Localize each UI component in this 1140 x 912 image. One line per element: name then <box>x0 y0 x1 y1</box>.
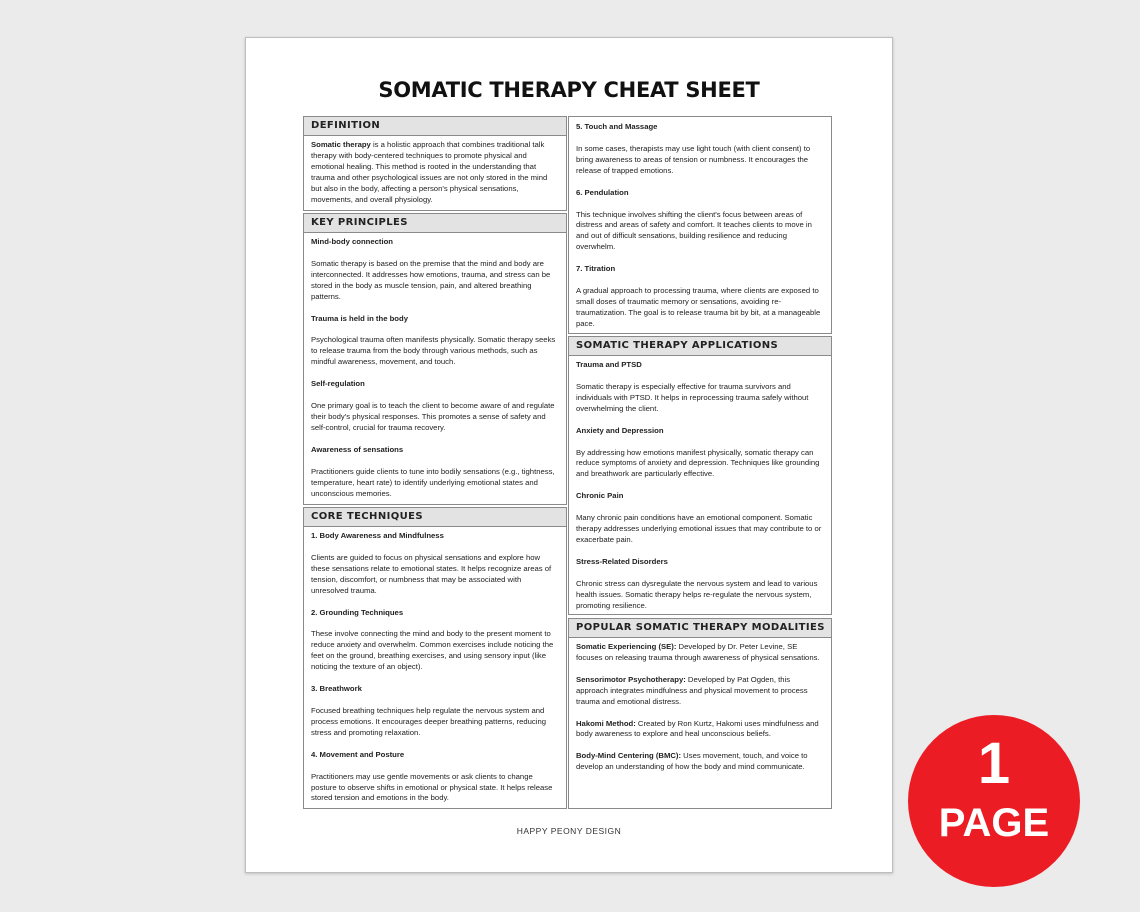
page-count-badge <box>908 715 1080 887</box>
principle-title: Trauma is held in the body <box>311 313 408 323</box>
applications-heading: SOMATIC THERAPY APPLICATIONS <box>569 337 831 356</box>
core-techniques-heading: CORE TECHNIQUES <box>304 508 566 527</box>
technique-title: 6. Pendulation <box>576 187 629 197</box>
modalities-section <box>568 618 832 809</box>
key-principles-heading: KEY PRINCIPLES <box>304 214 566 233</box>
technique-title: 7. Titration <box>576 264 616 274</box>
modality-item: Body-Mind Centering (BMC): Uses movement, touch, and voice to develop an understanding of how the body and mind communicate. <box>576 751 808 772</box>
page-title: SOMATIC THERAPY CHEAT SHEET <box>378 78 760 102</box>
principle-text: Practitioners guide clients to tune into bodily sensations (e.g., tightness, temperature, heart rate) to identify underlying emotional states and unconscious memories. <box>311 466 555 498</box>
principle-title: Self-regulation <box>311 379 365 389</box>
principle-title: Mind-body connection <box>311 237 393 246</box>
modality-item: Somatic Experiencing (SE): Developed by Dr. Peter Levine, SE focuses on releasing trauma through awareness of physical sensations. <box>576 642 820 662</box>
application-text: Chronic stress can dysregulate the nervous system and lead to various health issues. Somatic therapy helps re-regulate the nervous system, promoting resilience. <box>576 578 818 610</box>
badge-label: PAGE <box>938 801 1050 845</box>
technique-title: 5. Touch and Massage <box>576 122 658 131</box>
modality-name: Hakomi Method: <box>576 718 636 728</box>
modality-item: Sensorimotor Psychotherapy: Developed by Pat Ogden, this approach integrates mindfulness and physical movement to process trauma and emotional distress. <box>576 674 808 706</box>
technique-title: 2. Grounding Techniques <box>311 607 404 617</box>
technique-title: 4. Movement and Posture <box>311 749 405 759</box>
modality-item: Hakomi Method: Created by Ron Kurtz, Hakomi uses mindfulness and body awareness to explore and heal unconscious beliefs. <box>576 718 819 739</box>
application-title: Trauma and PTSD <box>576 360 642 369</box>
technique-text: Practitioners may use gentle movements or ask clients to change posture to observe shifts in emotional or physical state. It helps release stored tension and emotions in the body. <box>311 771 553 803</box>
modalities-heading: POPULAR SOMATIC THERAPY MODALITIES <box>569 619 831 638</box>
principle-text: Psychological trauma often manifests physically. Somatic therapy seeks to release trauma from the body through various methods, such as mindful awareness, movement, and touch. <box>311 335 556 367</box>
technique-text: A gradual approach to processing trauma, where clients are exposed to small doses of traumatic memory or sensations, avoiding re-traumatization. The goal is to release trauma bit by bit, at a manageable pace. <box>576 286 821 328</box>
technique-text: Focused breathing techniques help regulate the nervous system and process emotions. It encourages deeper breathing patterns, reducing stress and promoting relaxation. <box>311 705 547 737</box>
application-title: Stress-Related Disorders <box>576 556 668 566</box>
technique-text: In some cases, therapists may use light touch (with client consent) to bring awareness to areas of tension or numbness. It encourages the release of trapped emotions. <box>576 143 811 175</box>
definition-section <box>303 116 567 211</box>
definition-heading: DEFINITION <box>304 117 566 136</box>
technique-text: This technique involves shifting the client's focus between areas of distress and areas of safety and comfort. It teaches clients to move in and out of difficult sensations, building resilience and reducing overwhelm. <box>576 209 812 252</box>
application-title: Anxiety and Depression <box>576 425 664 435</box>
key-principles-section <box>303 213 567 505</box>
technique-title: 1. Body Awareness and Mindfulness <box>311 531 444 540</box>
technique-text: Clients are guided to focus on physical sensations and explore how these sensations relate to emotional states. It helps recognize areas of tension, discomfort, or numbness that may be associated with unresolved trauma. <box>311 552 552 595</box>
principle-text: One primary goal is to teach the client to become aware of and regulate their body's physical responses. This promotes a sense of safety and self-control, crucial for trauma recovery. <box>311 401 555 432</box>
principle-title: Awareness of sensations <box>311 444 404 454</box>
application-title: Chronic Pain <box>576 491 624 501</box>
definition-text: Somatic therapy is a holistic approach that combines traditional talk therapy with body-centered techniques to promote physical and emotional healing. This method is rooted in the understanding that trauma and other psychological issues are not only stored in the mind but also in the body, affecting a person's physical sensations, movements, and overall physiology. <box>311 140 548 204</box>
definition-term: Somatic therapy <box>311 140 371 149</box>
technique-text: These involve connecting the mind and body to the present moment to reduce anxiety and overwhelm. Common exercises include noticing the feet on the ground, breathing exercises, and using sensory input (like noticing the texture of an object). <box>311 629 554 672</box>
application-text: Somatic therapy is especially effective for trauma survivors and individuals with PTSD. It helps in reprocessing trauma safely without overwhelming the client. <box>576 381 809 413</box>
application-text: Many chronic pain conditions have an emotional component. Somatic therapy addresses underlying emotional issues that may contribute to or exacerbate pain. <box>576 513 822 544</box>
badge-number: 1 <box>977 731 1011 796</box>
techniques-continued-section <box>568 116 832 334</box>
technique-title: 3. Breathwork <box>311 684 362 694</box>
application-text: By addressing how emotions manifest physically, somatic therapy can reduce symptoms of anxiety and depression. Techniques like grounding and breathwork are particularly effective. <box>576 447 820 479</box>
core-techniques-section <box>303 507 567 809</box>
cheat-sheet-page <box>245 37 893 873</box>
footer-brand: HAPPY PEONY DESIGN <box>516 826 622 836</box>
applications-section <box>568 336 832 615</box>
principle-text: Somatic therapy is based on the premise that the mind and body are interconnected. It addresses how emotions, trauma, and stress can be stored in the body as muscle tension, pain, and altered breathing patterns. <box>311 258 551 301</box>
modality-name: Sensorimotor Psychotherapy: <box>576 674 686 684</box>
modality-name: Body-Mind Centering (BMC): <box>576 751 682 761</box>
modality-name: Somatic Experiencing (SE): <box>576 642 677 651</box>
